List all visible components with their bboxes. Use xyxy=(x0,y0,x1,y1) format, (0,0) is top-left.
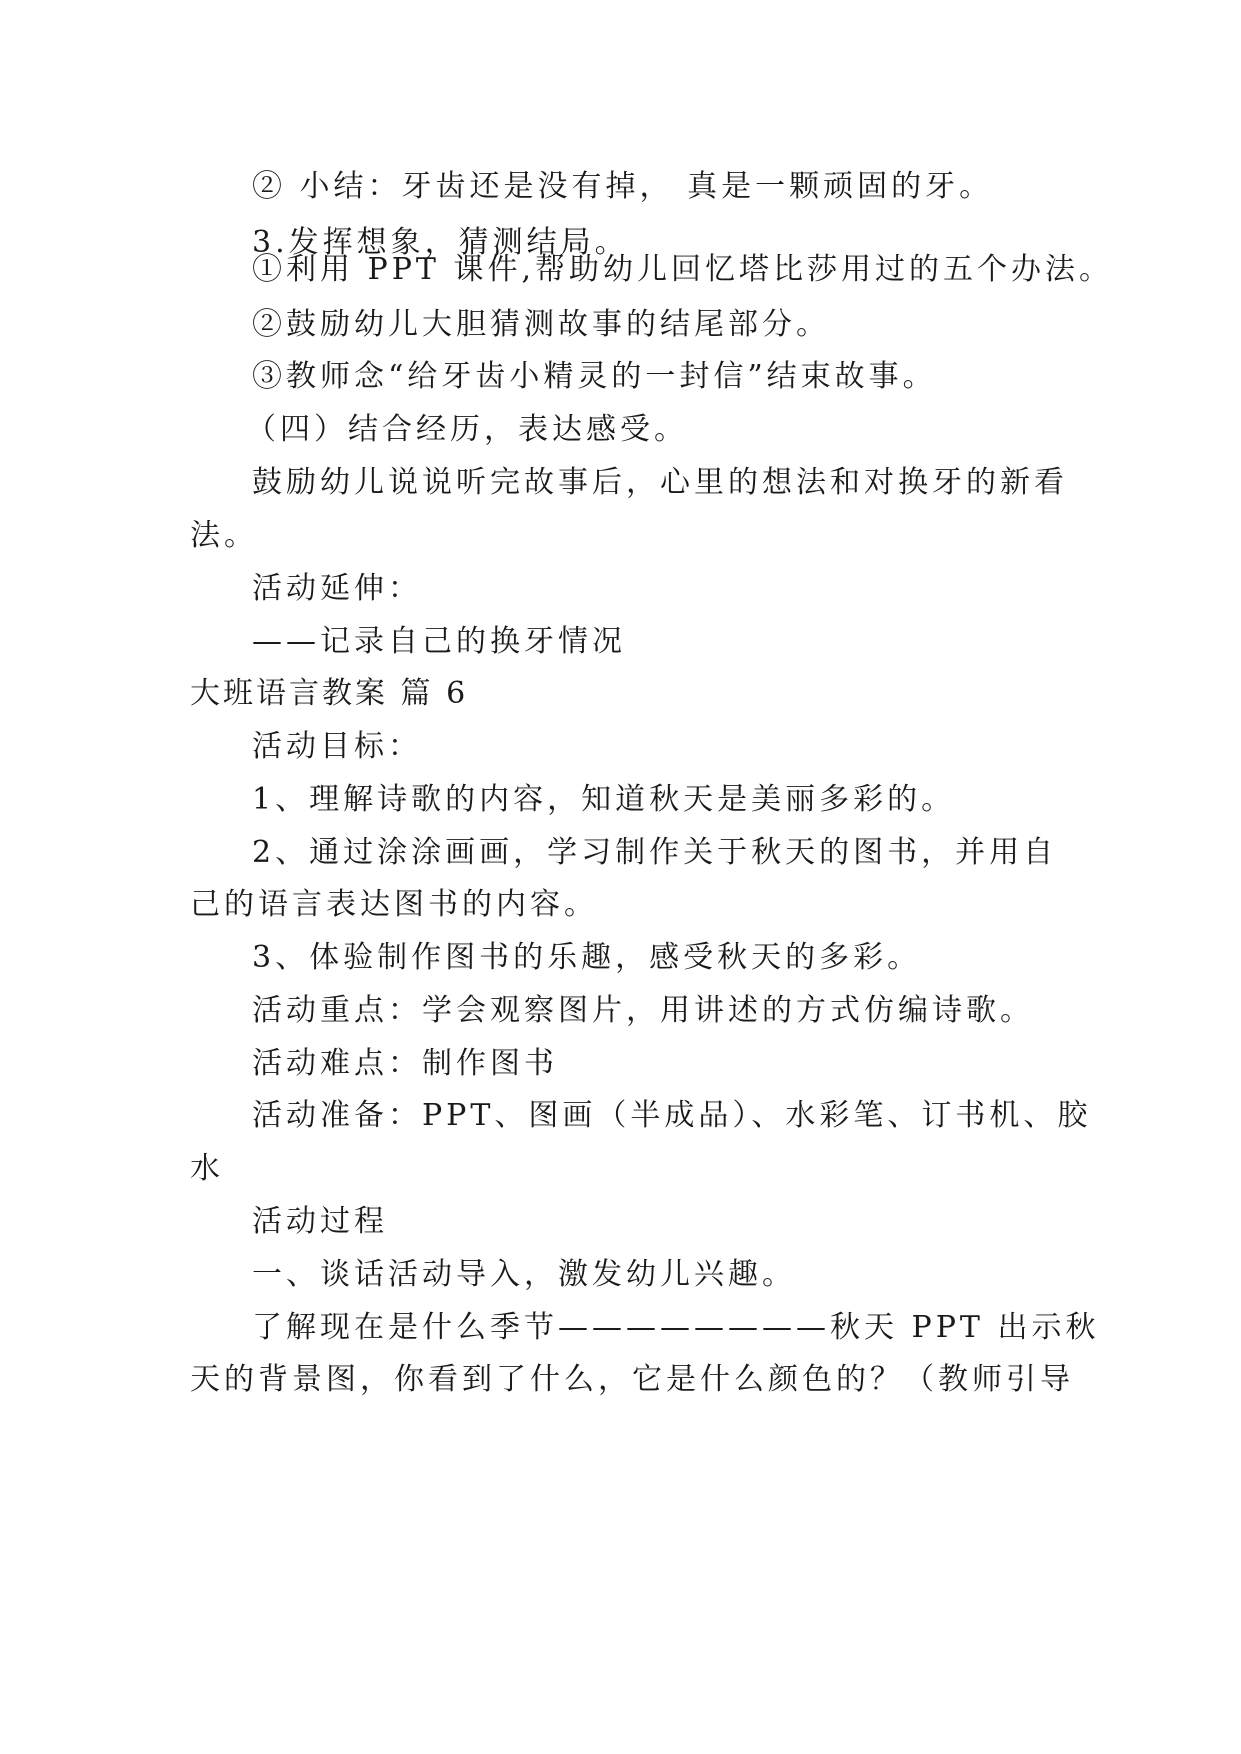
goal-item: 3、体验制作图书的乐趣，感受秋天的多彩。 xyxy=(252,940,922,975)
goal-item-continued: 己的语言表达图书的内容。 xyxy=(190,887,598,922)
step-heading: 3.发挥想象，猜测结局。 xyxy=(252,225,629,260)
paragraph-line: 了解现在是什么季节————————秋天 PPT 出示秋 xyxy=(252,1310,1100,1345)
step-item: ②鼓励幼儿大胆猜测故事的结尾部分。 xyxy=(252,307,830,342)
goal-item: 1、理解诗歌的内容，知道秋天是美丽多彩的。 xyxy=(252,782,956,817)
step-item: ①利用 PPT 课件,帮助幼儿回忆塔比莎用过的五个办法。 xyxy=(252,252,1113,287)
paragraph-line: 鼓励幼儿说说听完故事后，心里的想法和对换牙的新看 xyxy=(252,465,1068,500)
paragraph-line: 天的背景图，你看到了什么，它是什么颜色的？（教师引导 xyxy=(190,1362,1074,1397)
paragraph-line: 活动重点：学会观察图片，用讲述的方式仿编诗歌。 xyxy=(252,993,1034,1028)
paragraph-line: 活动难点：制作图书 xyxy=(252,1046,558,1081)
paragraph-line: ——记录自己的换牙情况 xyxy=(252,624,626,659)
paragraph-line: 活动目标： xyxy=(252,729,422,764)
goal-item: 2、通过涂涂画画，学习制作关于秋天的图书，并用自 xyxy=(252,835,1058,870)
paragraph-line: 法。 xyxy=(190,518,258,553)
lesson-title: 大班语言教案 篇 6 xyxy=(190,676,469,711)
paragraph-line: 活动准备：PPT、图画（半成品）、水彩笔、订书机、胶 xyxy=(252,1098,1092,1133)
paragraph-line: 活动过程 xyxy=(252,1204,388,1239)
section-heading: （四）结合经历，表达感受。 xyxy=(246,412,688,447)
paragraph-line: 一、谈话活动导入，激发幼儿兴趣。 xyxy=(252,1257,796,1292)
paragraph-line: 水 xyxy=(190,1151,224,1186)
summary-line: ② 小结：牙齿还是没有掉， 真是一颗顽固的牙。 xyxy=(252,169,994,204)
paragraph-line: 活动延伸： xyxy=(252,571,422,606)
step-item: ③教师念“给牙齿小精灵的一封信”结束故事。 xyxy=(252,359,937,394)
